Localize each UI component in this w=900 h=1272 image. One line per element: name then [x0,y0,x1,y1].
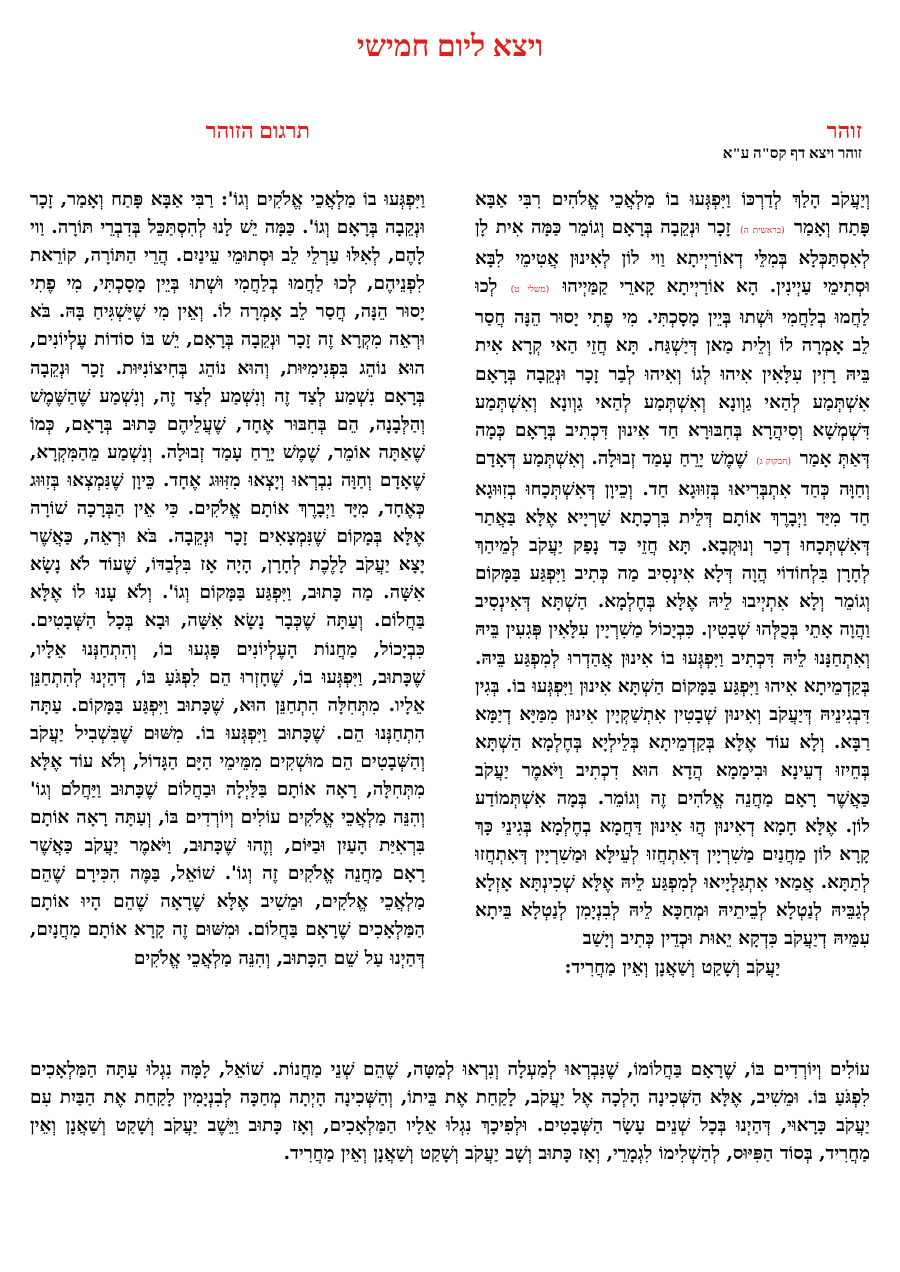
verse-reference-genesis: (בראשית ה) [740,226,785,237]
zohar-text-column [475,186,870,1054]
translation-continuation: עוֹלִים וְיוֹרְדִים בּוֹ, שֶׁרָאָם בַּחֲלוֹמוֹ, שֶׁנִּבְרְאוּ לְמַעְלָה וְנִרְאוּ לְמַטָּה, שֶׁהֵם שְׁנֵי מַחֲנוֹת. שׁוֹאֵל, לָמָּה נִגְלוּ עַתָּה הַמַּלְאָכִים לִפְגֹּעַ בּוֹ. וּמֵשִׁיב, אֶלָּא הַשְּׁכִינָה הָלְכָה אֶל יַעֲקֹב, לָקַחַת אֶת בֵּיתוֹ, וְהַשְּׁכִינָה הָיְתָה מְחַכָּה לְבִנְיָמִין לָקַחַת אֶת הַבַּיִת עִם יַעֲקֹב כָּרָאוּי, דְּהַיְנוּ בְּכָל שְׁנֵים עָשָׂר הַשְּׁבָטִים. וּלְפִיכָךְ נִגְלוּ אֵלָיו הַמַּלְאָכִים, וְאָז כָּתוּב וַיֵּשֶׁב יַעֲקֹב וְשָׁקַט וְשַׁאֲנָן וְאֵין מַחֲרִיד, בְּסוֹד הַפִּיּוּס, לְהַשְׁלִימוֹ לִגְמָרֵי, וְאָז כָּתוּב וְשָׁב יַעֲקֹב וְשָׁקַט וְשַׁאֲנָן וְאֵין מַחֲרִיד. [30,1059,870,1165]
zohar-text-part-2: זָכָר וּנְקֵבָה בְּרָאָם וְגוֹמֵר כַּמָּה אִית לָן לְאִסְתַּכְּלָא בְּמִלֵּי דְאוֹרַיְיתָא וַוי לוֹן לְאִינוּן אֲטִימֵי לִבָּא וּסְתִימֵי עַיְינִין. הָא אוֹרַיְיתָא קָארֵי קַמַּיְיהוּ [475,217,870,298]
translation-paragraph: וַיִּפְגְּעוּ בוֹ מַלְאֲכֵי אֱלֹקִים וְגוֹ': רַבִּי אַבָּא פָּתַח וְאָמַר, זָכָר וּנְקֵבָה בְּרָאָם וְגוֹ'. כַּמָּה יֵשׁ לָנוּ לְהִסְתַּכֵּל בְּדִבְרֵי תּוֹרָה. וַוי לָהֶם, לְאִלּוּ עַרְלֵי לֵב וּסְתוּמֵי עֵינַיִם. הֲרֵי הַתּוֹרָה, קוֹרֵאת לִפְנֵיהֶם, לְכוּ לַחֲמוּ בְלַחֲמִי וּשְׁתוּ בְּיֵין מָסָכְתִּי, מִי פֶתִי יָסוּר הֵנָּה, חֲסַר לֵב אָמְרָה לוֹ. וְאֵין מִי שֶׁיַּשְׁגִּיחַ בָּהּ. בֹּא וּרְאֵה מִקְרָא זֶה זָכָר וּנְקֵבָה בְּרָאָם, יֵשׁ בּוֹ סוֹדוֹת עֶלְיוֹנִים, הוּא נוֹהֵג בִּפְנִימִיּוּת, וְהוּא נוֹהֵג בְּחִיצוֹנִיּוּת. זָכָר וּנְקֵבָה בְּרָאָם נִשְׁמַע לְצַד זֶה וְנִשְׁמַע לְצַד זֶה, וְנִשְׁמַע שֶׁהַשֶּׁמֶשׁ וְהַלְּבָנָה, הֵם בְּחִבּוּר אֶחָד, שֶׁעֲלֵיהֶם כָּתוּב בְּרָאָם, כְּמוֹ שֶׁאַתָּה אוֹמֵר, שֶׁמֶשׁ יָרֵחַ עָמַד זְבוּלָה. וְנִשְׁמַע מֵהַמִּקְרָא, שֶׁאָדָם וְחַוָּה נִבְרְאוּ וְיָצְאוּ מִזִּוּוּג אֶחָד. כֵּיוָן שֶׁנִּמְצְאוּ בְּזִוּוּג כְּאֶחָד, מִיָּד וַיְבָרֶךְ אוֹתָם אֱלֹקִים. כִּי אֵין הַבְּרָכָה שׁוֹרָה אֶלָּא בְּמָקוֹם שֶׁנִּמְצָאִים זָכָר וּנְקֵבָה. בֹּא וּרְאֵה, כַּאֲשֶׁר יָצָא יַעֲקֹב לָלֶכֶת לְחָרָן, הָיָה אָז בִּלְבַדּוֹ, שֶׁעוֹד לֹא נָשָׂא אִשָּׁה. מַה כָּתוּב, וַיִּפְגַּע בַּמָּקוֹם וְגוֹ'. וְלֹא עָנוּ לוֹ אֶלָּא בַּחֲלוֹם. וְעַתָּה שֶׁכְּבָר נָשָׂא אִשָּׁה, וּבָא בְּכָל הַשְּׁבָטִים. כִּבְיָכוֹל, מַחֲנוֹת הָעֶלְיוֹנִים פָּגְעוּ בוֹ, וְהִתְחַנְּנוּ אֵלָיו, שֶׁכָּתוּב, וַיִּפְגְּעוּ בוֹ, שֶׁחָזְרוּ הֵם לִפְגֹּעַ בּוֹ, דְּהַיְנוּ לְהִתְחַנֵּן אֵלָיו. מִתְּחִלָּה הִתְחַנֵּן הוּא, שֶׁכָּתוּב וַיִּפְגַּע בַּמָּקוֹם. עַתָּה הִתְחַנְּנוּ הֵם. שֶׁכָּתוּב וַיִּפְגְּעוּ בוֹ. מִשּׁוּם שֶׁבִּשְׁבִיל יַעֲקֹב וְהַשְּׁבָטִים הֵם מוּשְׁקִים מִמֵּימֵי הַיָּם הַגָּדוֹל, וְלֹא עוֹד אֶלָּא מִתְּחִלָּה, רָאָה אוֹתָם בַּלַּיְלָה וּבַחֲלוֹם שֶׁכָּתוּב וַיַּחֲלֹם וְגוֹ' וְהִנֵּה מַלְאֲכֵי אֱלֹקִים עוֹלִים וְיוֹרְדִים בּוֹ, וְעַתָּה רָאָה אוֹתָם בִּרְאִיַּת הָעַיִן וּבַיּוֹם, וְזֶהוּ שֶׁכָּתוּב, וַיֹּאמֶר יַעֲקֹב כַּאֲשֶׁר רָאָם מַחֲנֵה אֱלֹקִים זֶה וְגוֹ'. שׁוֹאֵל, בַּמֶּה הִכִּירָם שֶׁהֵם מַלְאֲכֵי אֱלֹקִים, וּמֵשִׁיב אֶלָּא שֶׁרָאָה שֶׁהֵם הָיוּ אוֹתָם הַמַּלְאָכִים שֶׁרָאָם בַּחֲלוֹם. וּמִשּׁוּם זֶה קָרָא אוֹתָם מַחֲנָיִם, דְּהַיְנוּ עַל שֵׁם הַכָּתוּב, וְהִנֵּה מַלְאֲכֵי אֱלֹקִים [30,189,425,969]
verse-reference-habakkuk: (חבקוק ג) [756,456,792,467]
zohar-text-part-3: לְכוּ לַחֲמוּ בְלַחֲמִי וּשְׁתוּ בְּיֵין מָסָכְתִּי. מִי פֶתִי יָסוּר הֵנָּה חֲסַר לֵב אָמְרָה לוֹ וְלֵית מַאן דְּיַשְׁגַּח. תָּא חֲזֵי הַאי קְרָא אִית בֵּיהּ רָזִין עִלָּאִין אִיהוּ לְגוֹ וְאִיהוּ לְבַר זָכָר וּנְקֵבָה בְּרָאָם אִשְׁתְּמַע לְהַאי גַוְונָא וְאִשְׁתְּמַע לְהַאי גַוְונָא וְאִשְׁתְּמַע דִּשְׁמְשָׁא וְסִיהֲרָא בְּחִבּוּרָא חַד אִינוּן דִּכְתִיב בְּרָאָם כְּמָה דְּאַתְּ אָמַר [475,276,870,469]
translation-column-heading: תרגום הזוהר [205,118,310,143]
verse-reference-proverbs: (משלי ט) [510,285,550,296]
source-reference: זוהר ויצא דף קס"ה ע"א [722,146,862,162]
translation-text-column [30,186,425,1054]
zohar-text-part-4: שֶׁמֶשׁ יָרֵחַ עָמַד זְבוּלָה. וְאִשְׁתְּמַע דְּאָדָם וְחַוָּה כְּחַד אִתְבְּרִיאוּ בְּזִוּוּגָא חַד. וְכֵיוָן דְּאִשְׁתְּכָחוּ בְזִוּוּגָא חַד מִיַּד וַיְבָרֶךְ אוֹתָם דְּלֵית בִּרְכָתָא שַׁרְיָיא אֶלָּא בַּאֲתַר דְּאִשְׁתְּכָחוּ דְכַר וְנוּקְבָא. תָּא חֲזֵי כַּד נָפַק יַעֲקֹב לְמֵיהַךְ לְחָרָן בִּלְחוֹדוֹי הֲוָה דְּלָא אִינְסִיב מַה כְּתִיב וַיִּפְגַּע בַּמָּקוֹם וְגוֹמֵר וְלָא אִתְיְיבוּ לֵיהּ אֶלָּא בְּחֶלְמָא. הַשְׁתָּא דְּאִינְסִיב וַהֲוָה אָתֵי בְּכֻלְּהוּ שְׁבָטִין. כִּבְיָכוֹל מַשִׁרְיָין עִלָּאִין פְּגִעִין בֵּיהּ וְאִתְחַנָּנוּ לֵיהּ דִּכְתִיב וַיִּפְגְּעוּ בוֹ אִינוּן אֲהַדְרוּ לְמִפְגַּע בֵּיהּ. בְּקַדְמֵיתָא אִיהוּ וַיִּפְגַּע בַּמָּקוֹם הַשְׁתָּא אִינוּן וַיִּפְגְּעוּ בוֹ. בְּגִין דִּבְגִינֵיהּ דְּיַעֲקֹב וְאִינוּן שְׁבָטִין אִתְשַׁקְיָין אִינוּן מִמַּיָּא דְיַמָּא רַבָּא. וְלָא עוֹד אֶלָּא בְּקַדְמֵיתָא בְּלֵילְיָא בְּחֶלְמָא הַשְׁתָּא בְּחֵיזוּ דְעֵינָא וּבִימָמָא הֲדָא הוּא דִכְתִיב וַיֹּאמֶר יַעֲקֹב כַּאֲשֶׁר רָאָם מַחֲנֵה אֱלֹהִים זֶה וְגוֹמֵר. בְּמָה אִשְׁתְּמוֹדַע לוֹן. אֶלָּא חָמָא דְאִינוּן הֲוּ אִינוּן דַּחֲמָא בְחֶלְמָא בְּגִינֵי כָּךְ קָרָא לוֹן מַחֲנַיִם מַשִׁרְיָין דְּאִתְחֲזוּ לְעֵילָּא וּמַשִׁרְיָין דְּאִתְחֲזוּ לְתַתָּא. אֲמַאי אִתְגַּלְיָיאוּ לְמִפְגַּע לֵיהּ אֶלָּא שְׁכִינְתָּא אָזְלָא לְגַבֵּיהּ לְנַטְלָא לְבֵיתֵיהּ וּמְחַכָּא לֵיהּ לְבִנְיָמִן לְנַטְלָא בֵּיתָא עִמֵּיהּ דְיַעֲקֹב כִּדְקָא יֵאוּת וּכְדֵין כְּתִיב וְיָשַׁב [475,447,870,950]
zohar-column-heading: זוהר [826,118,862,143]
zohar-paragraph [475,186,870,982]
zohar-closing-line: יַעֲקֹב וְשָׁקַט וְשַׁאֲנָן וְאֵין מַחֲרִיד: [564,956,781,978]
page-title: ויצא ליום חמישי [356,30,544,63]
zohar-text-part-1: וְיַעֲקֹב הָלַךְ לְדַרְכּוֹ וַיִּפְגְּעוּ בוֹ מַלְאֲכֵי אֱלֹהִים רִבִּי אַבָּא פָּתַח וְאָמַר [475,189,870,239]
